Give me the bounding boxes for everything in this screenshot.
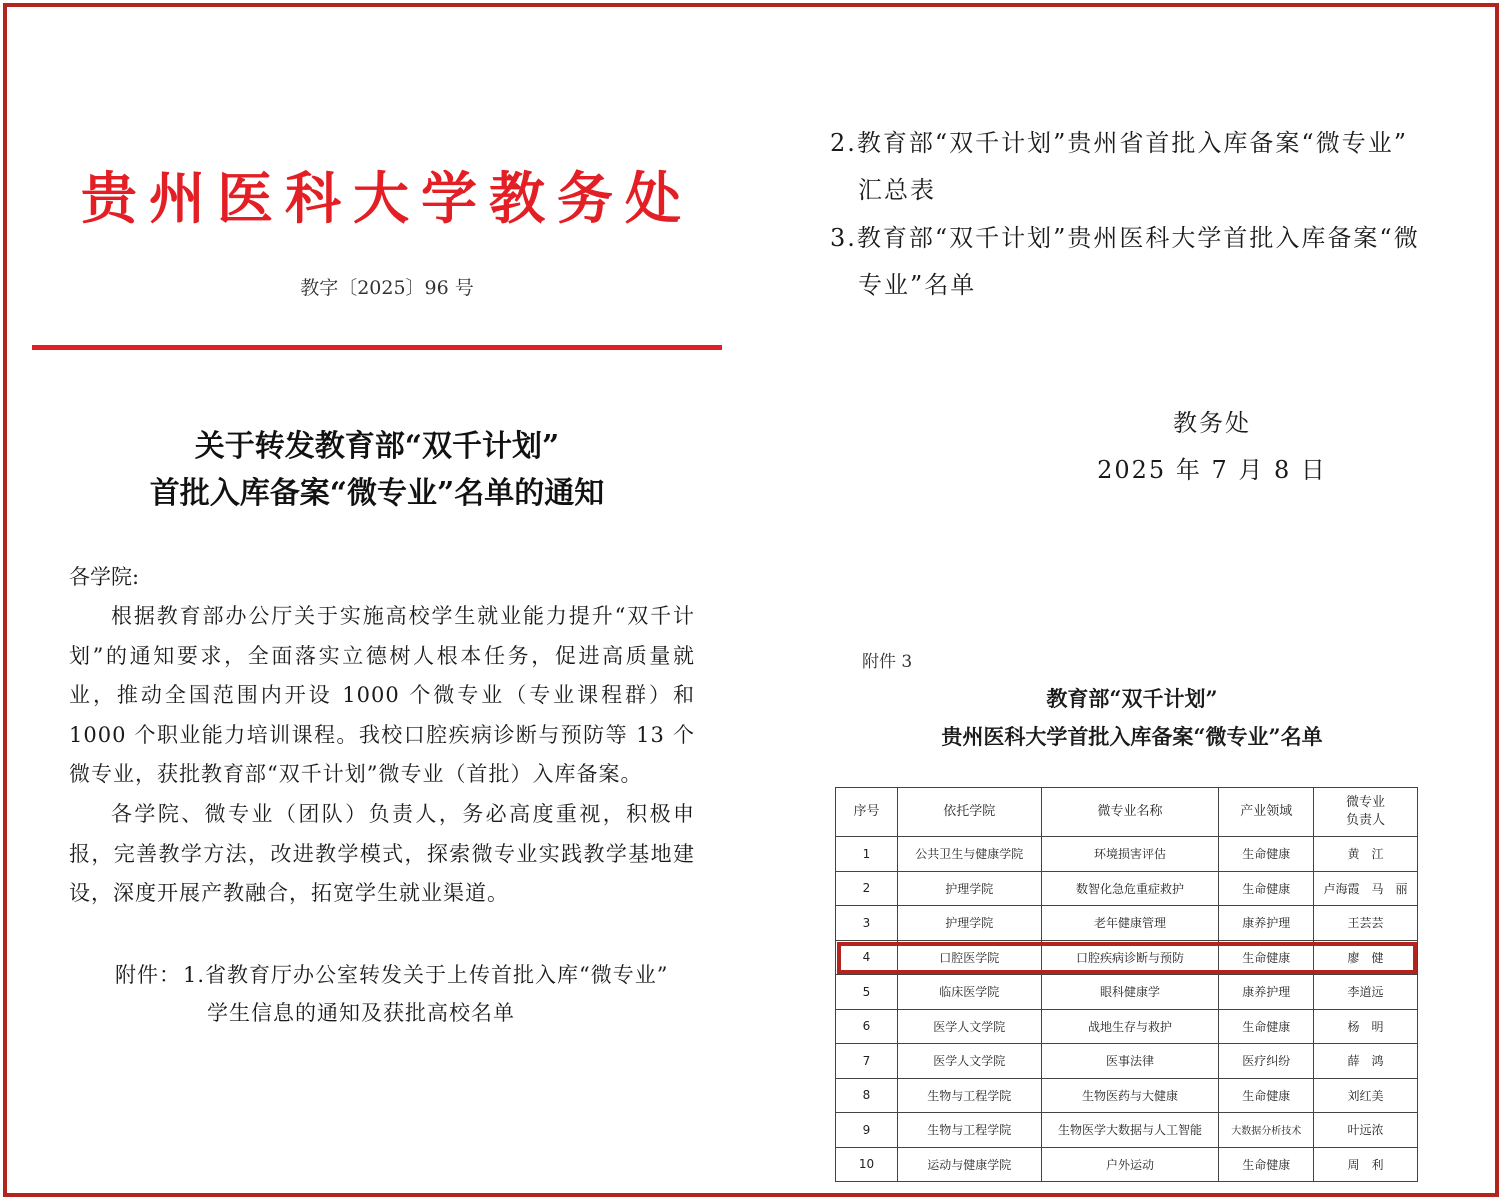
attachment-3-line2: 专业”名单 xyxy=(858,271,977,299)
attachment-2-line2: 汇总表 xyxy=(858,176,936,204)
cell-major: 战地生存与救护 xyxy=(1041,1009,1219,1044)
cell-leader: 杨 明 xyxy=(1314,1009,1418,1044)
signature-office: 教务处 xyxy=(1173,409,1251,437)
column-header-major: 微专业名称 xyxy=(1041,788,1219,837)
masthead-divider xyxy=(32,345,722,350)
table-row xyxy=(836,975,1418,1010)
table-row xyxy=(836,837,1418,872)
cell-college: 公共卫生与健康学院 xyxy=(897,837,1041,872)
cell-industry: 生命健康 xyxy=(1219,837,1314,872)
cell-major: 老年健康管理 xyxy=(1041,906,1219,941)
notice-title-line2: 首批入库备案“微专业”名单的通知 xyxy=(149,476,605,511)
cell-college: 护理学院 xyxy=(897,871,1041,906)
cell-industry: 生命健康 xyxy=(1219,1147,1314,1182)
body-paragraph-2: 各学院、微专业（团队）负责人，务必高度重视，积极申报，完善教学方法，改进教学模式，探索微专业实践教学基地建设，深度开展产教融合，拓宽学生就业渠道。 xyxy=(69,802,695,905)
document-frame xyxy=(3,3,1499,1197)
table-row xyxy=(836,871,1418,906)
cell-industry: 生命健康 xyxy=(1219,940,1314,975)
annex-title-line1: 教育部“双千计划” xyxy=(1046,686,1218,711)
cell-college: 临床医学院 xyxy=(897,975,1041,1010)
table-row xyxy=(836,1147,1418,1182)
cell-industry: 医疗纠纷 xyxy=(1219,1044,1314,1079)
table-row xyxy=(836,1078,1418,1113)
cell-index: 8 xyxy=(836,1078,898,1113)
column-header-index: 序号 xyxy=(836,788,898,837)
cell-leader: 廖 健 xyxy=(1314,940,1418,975)
column-header-leader-line1: 微专业 xyxy=(1346,795,1386,810)
cell-index: 10 xyxy=(836,1147,898,1182)
body-paragraph-1: 根据教育部办公厅关于实施高校学生就业能力提升“双千计划”的通知要求，全面落实立德树人根本任务，促进高质量就业，推动全国范围内开设 1000 个微专业（专业课程群）和 1000 个职业能力培训课程。我校口腔疾病诊断与预防等 13 个微专业，获批教育部“双千计划”微专业（首批）入库备案。 xyxy=(69,604,695,786)
attachment-3-line1: 3.教育部“双千计划”贵州医科大学首批入库备案“微 xyxy=(830,224,1420,252)
cell-college: 口腔医学院 xyxy=(897,940,1041,975)
cell-college: 生物与工程学院 xyxy=(897,1113,1041,1148)
cell-major: 眼科健康学 xyxy=(1041,975,1219,1010)
table-row xyxy=(836,1009,1418,1044)
masthead-title: 贵州医科大学教务处 xyxy=(81,166,693,232)
cell-index: 1 xyxy=(836,837,898,872)
cell-college: 生物与工程学院 xyxy=(897,1078,1041,1113)
cell-leader: 薛 鸿 xyxy=(1314,1044,1418,1079)
cell-major: 数智化急危重症救护 xyxy=(1041,871,1219,906)
cell-college: 运动与健康学院 xyxy=(897,1147,1041,1182)
column-header-leader xyxy=(1314,788,1418,837)
cell-college: 医学人文学院 xyxy=(897,1044,1041,1079)
cell-major: 生物医药与大健康 xyxy=(1041,1078,1219,1113)
cell-industry: 康养护理 xyxy=(1219,906,1314,941)
cell-leader: 黄 江 xyxy=(1314,837,1418,872)
cell-college: 医学人文学院 xyxy=(897,1009,1041,1044)
cell-major: 医事法律 xyxy=(1041,1044,1219,1079)
cell-index: 7 xyxy=(836,1044,898,1079)
cell-major: 生物医学大数据与人工智能 xyxy=(1041,1113,1219,1148)
column-header-leader-line2: 负责人 xyxy=(1346,813,1386,828)
annex-page xyxy=(752,7,1492,1193)
cell-industry: 生命健康 xyxy=(1219,1009,1314,1044)
salutation: 各学院: xyxy=(69,565,140,589)
notice-page xyxy=(7,7,747,1193)
attachment-label: 附件： xyxy=(115,963,181,987)
attachment-1-line2: 学生信息的通知及获批高校名单 xyxy=(207,1001,515,1025)
cell-major: 口腔疾病诊断与预防 xyxy=(1041,940,1219,975)
annex-label: 附件 3 xyxy=(862,652,913,672)
cell-industry: 康养护理 xyxy=(1219,975,1314,1010)
signature-date: 2025 年 7 月 8 日 xyxy=(1097,456,1327,484)
cell-industry: 大数据分析技术 xyxy=(1219,1113,1314,1148)
cell-industry: 生命健康 xyxy=(1219,1078,1314,1113)
notice-title-line1: 关于转发教育部“双千计划” xyxy=(194,429,560,464)
column-header-industry: 产业领域 xyxy=(1219,788,1314,837)
cell-leader: 叶远浓 xyxy=(1314,1113,1418,1148)
table-row xyxy=(836,906,1418,941)
cell-index: 5 xyxy=(836,975,898,1010)
cell-industry: 生命健康 xyxy=(1219,871,1314,906)
cell-leader: 王芸芸 xyxy=(1314,906,1418,941)
document-number: 教字〔2025〕96 号 xyxy=(300,277,474,299)
cell-index: 9 xyxy=(836,1113,898,1148)
attachment-2-line1: 2.教育部“双千计划”贵州省首批入库备案“微专业” xyxy=(830,129,1408,157)
cell-index: 3 xyxy=(836,906,898,941)
table-row-highlighted xyxy=(836,940,1418,975)
cell-leader: 卢海霞 马 丽 xyxy=(1314,871,1418,906)
column-header-college: 依托学院 xyxy=(897,788,1041,837)
cell-college: 护理学院 xyxy=(897,906,1041,941)
cell-major: 环境损害评估 xyxy=(1041,837,1219,872)
table-row xyxy=(836,1044,1418,1079)
cell-index: 2 xyxy=(836,871,898,906)
annex-title-line2: 贵州医科大学首批入库备案“微专业”名单 xyxy=(941,724,1323,749)
cell-leader: 刘红美 xyxy=(1314,1078,1418,1113)
cell-index: 6 xyxy=(836,1009,898,1044)
attachment-1-line1: 1.省教育厅办公室转发关于上传首批入库“微专业” xyxy=(183,963,669,987)
cell-index: 4 xyxy=(836,940,898,975)
table-header-row xyxy=(836,788,1418,837)
table-row xyxy=(836,1113,1418,1148)
cell-major: 户外运动 xyxy=(1041,1147,1219,1182)
micro-major-table xyxy=(835,787,1418,1182)
cell-leader: 周 利 xyxy=(1314,1147,1418,1182)
cell-leader: 李道远 xyxy=(1314,975,1418,1010)
